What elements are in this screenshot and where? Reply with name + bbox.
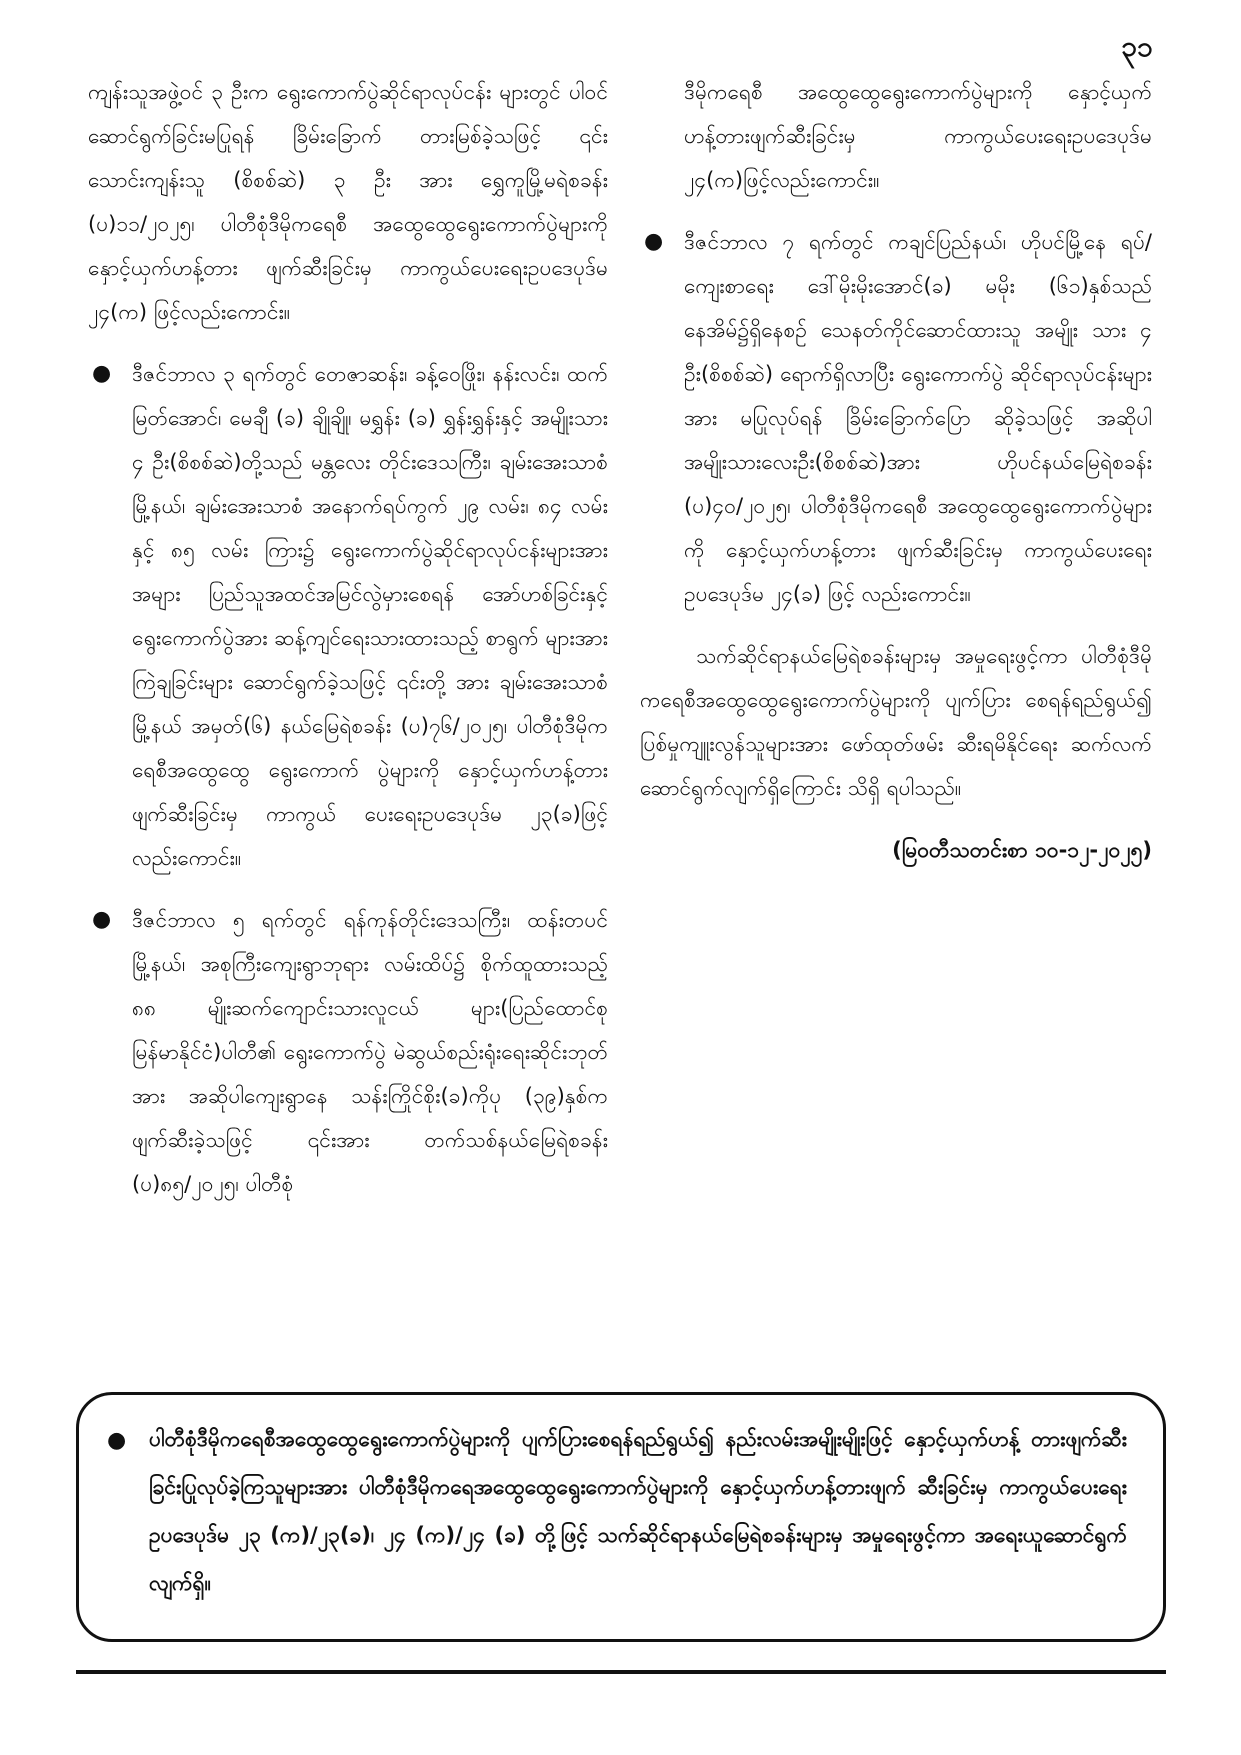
summary-text: ပါတီစုံဒီမိုကရေစီအထွေထွေရွေးကောက်ပွဲများကို ပျက်ပြားစေရန်ရည်ရွယ်၍ နည်းလမ်းအမျိုးမျိုးဖြင့် နှောင့်ယှက်ဟန့် တားဖျက်ဆီးခြင်းပြုလုပ်ခဲ့ကြသူများအား ပါတီစုံဒီမိုကရေအထွေထွေရွေးကောက်ပွဲများကို နှောင့်ယှက်ဟန့်တားဖျက် ဆီးခြင်းမှ ကာကွယ်ပေးရေးဥပဒေပုဒ်မ ၂၃ (က)/၂၃(ခ)၊ ၂၄ (က)/၂၄ (ခ) တို့ဖြင့် သက်ဆိုင်ရာနယ်မြေရဲစခန်းများမှ အမှုရေးဖွင့်ကာ အရေးယူဆောင်ရွက်လျက်ရှိ။ [149,1427,1127,1595]
list-item-text: ဒီဇင်ဘာလ ၇ ရက်တွင် ကချင်ပြည်နယ်၊ ဟိုပင်မြို့နေ ရပ်/ကျေးစာရေး ဒေါ်မိုးမိုးအောင်(ခ) မမိုး (၆၁)နှစ်သည် နေအိမ်၌ရှိနေစဉ် သေနတ်ကိုင်ဆောင်ထားသူ အမျိုး သား ၄ ဦး(စိစစ်ဆဲ) ရောက်ရှိလာပြီး ရွေးကောက်ပွဲ ဆိုင်ရာလုပ်ငန်းများအား မပြုလုပ်ရန် ခြိမ်းခြောက်ပြော ဆိုခဲ့သဖြင့် အဆိုပါအမျိုးသားလေးဦး(စိစစ်ဆဲ)အား ဟိုပင်နယ်မြေရဲစခန်း (ပ)၄၀/၂၀၂၅၊ ပါတီစုံဒီမိုကရေစီ အထွေထွေရွေးကောက်ပွဲများကို နှောင့်ယှက်ဟန့်တား ဖျက်ဆီးခြင်းမှ ကာကွယ်ပေးရေးဥပဒေပုဒ်မ ၂၄(ခ) ဖြင့် လည်းကောင်း။ [684,230,1152,606]
bullet-dot-icon: ● [92,907,112,932]
right-paragraph-continued: ဒီမိုကရေစီ အထွေထွေရွေးကောက်ပွဲများကို နှောင့်ယှက် ဟန့်တားဖျက်ဆီးခြင်းမှ ကာကွယ်ပေးရေးဥပဒေပုဒ်မ ၂၄(က)ဖြင့်လည်းကောင်း။ [684,80,1152,192]
closing-paragraph: သက်ဆိုင်ရာနယ်မြေရဲစခန်းများမှ အမှုရေးဖွင့်ကာ ပါတီစုံဒီမိုကရေစီအထွေထွေရွေးကောက်ပွဲများကို ပျက်ပြား စေရန်ရည်ရွယ်၍ ပြစ်မှုကျူးလွန်သူများအား ဖော်ထုတ်ဖမ်း ဆီးရမိနိုင်ရေး ဆက်လက်ဆောင်ရွက်လျက်ရှိကြောင်း သိရှိ ရပါသည်။ [640,644,1152,800]
list-item [88,898,608,1206]
footer-divider [76,1670,1166,1674]
list-item [640,220,1152,616]
list-item [88,352,608,880]
page-number: ၃၁ [1121,30,1153,63]
bullet-dot-icon: ● [107,1428,127,1453]
left-paragraph-continued: ကျန်းသူအဖွဲ့ဝင် ၃ ဦးက ရွေးကောက်ပွဲဆိုင်ရာလုပ်ငန်း များတွင် ပါဝင်ဆောင်ရွက်ခြင်းမပြုရန် ခြိမ်းခြောက် တားမြစ်ခဲ့သဖြင့် ၎င်းသောင်းကျန်းသူ (စိစစ်ဆဲ) ၃ ဦး အား ရွှေကူမြို့မရဲစခန်း (ပ)၁၁/၂၀၂၅၊ ပါတီစုံဒီမိုကရေစီ အထွေထွေရွေးကောက်ပွဲများကို နှောင့်ယှက်ဟန့်တား ဖျက်ဆီးခြင်းမှ ကာကွယ်ပေးရေးဥပဒေပုဒ်မ ၂၄(က) ဖြင့်လည်းကောင်း။ [88,80,608,324]
bullet-dot-icon: ● [644,229,664,254]
source-citation: (မြဝတီသတင်းစာ ၁၀-၁၂-၂၀၂၅) [892,838,1152,862]
left-column [88,70,608,1224]
list-item-text: ဒီဇင်ဘာလ ၃ ရက်တွင် တေဇာဆန်း၊ ခန့်ဝေဖြိုး၊ နန်းလင်း၊ ထက်မြတ်အောင်၊ မေချီ (ခ) ချိုချို၊ မရွှန်း (ခ) ရွှန်းရွှန်းနှင့် အမျိုးသား ၄ ဦး(စိစစ်ဆဲ)တို့သည် မန္တလေး တိုင်းဒေသကြီး၊ ချမ်းအေးသာစံမြို့နယ်၊ ချမ်းအေးသာစံ အနောက်ရပ်ကွက် ၂၉ လမ်း၊ ၈၄ လမ်းနှင့် ၈၅ လမ်း ကြား၌ ရွေးကောက်ပွဲဆိုင်ရာလုပ်ငန်းများအား အများ ပြည်သူအထင်အမြင်လွဲမှားစေရန် အော်ဟစ်ခြင်းနှင့် ရွေးကောက်ပွဲအား ဆန့်ကျင်ရေးသားထားသည့် စာရွက် များအား ကြဲချခြင်းများ ဆောင်ရွက်ခဲ့သဖြင့် ၎င်းတို့ အား ချမ်းအေးသာစံမြို့နယ် အမှတ်(၆) နယ်မြေရဲစခန်း (ပ)၇၆/၂၀၂၅၊ ပါတီစုံဒီမိုကရေစီအထွေထွေ ရွေးကောက် ပွဲများကို နှောင့်ယှက်ဟန့်တားဖျက်ဆီးခြင်းမှ ကာကွယ် ပေးရေးဥပဒေပုဒ်မ ၂၃(ခ)ဖြင့်လည်းကောင်း။ [132,362,608,870]
bullet-dot-icon: ● [92,361,112,386]
list-item-text: ဒီဇင်ဘာလ ၅ ရက်တွင် ရန်ကုန်တိုင်းဒေသကြီး၊ ထန်းတပင်မြို့နယ်၊ အစုကြီးကျေးရွာဘုရား လမ်းထိပ်၌ စိုက်ထူထားသည့် ၈၈ မျိုးဆက်ကျောင်းသားလူငယ် များ(ပြည်ထောင်စုမြန်မာနိုင်ငံ)ပါတီ၏ ရွေးကောက်ပွဲ မဲဆွယ်စည်းရုံးရေးဆိုင်းဘုတ်အား အဆိုပါကျေးရွာနေ သန်းကြိုင်စိုး(ခ)ကိုပု (၃၉)နှစ်က ဖျက်ဆီးခဲ့သဖြင့် ၎င်းအား တက်သစ်နယ်မြေရဲစခန်း (ပ)၈၅/၂၀၂၅၊ ပါတီစုံ [132,908,608,1196]
summary-box [76,1392,1166,1642]
right-column [640,70,1152,872]
